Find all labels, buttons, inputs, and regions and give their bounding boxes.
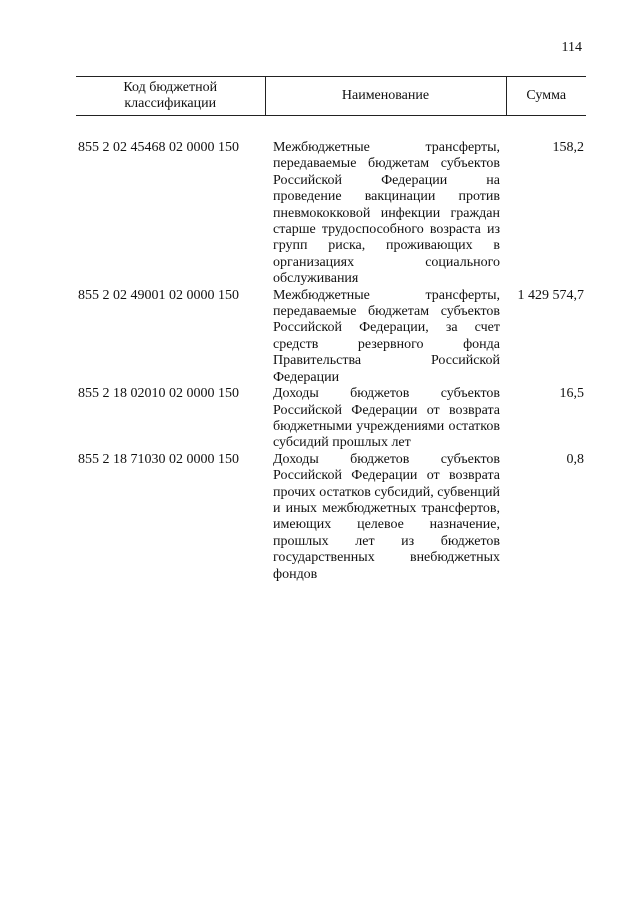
row-name: Доходы бюджетов субъектов Российской Федерации от возврата прочих остатков субсидий, субвенций и иных межбюджетных трансфертов, имеющих целевое назначение, прошлых лет из бюджетов государственных внебюджетных фондов [273, 451, 500, 582]
header-code: Код бюджетной классификации [76, 77, 265, 116]
header-spacer [76, 116, 586, 141]
page-number: 114 [561, 40, 582, 55]
header-name: Наименование [265, 77, 506, 116]
row-name: Межбюджетные трансферты, передаваемые бюджетам субъектов Российской Федерации на проведение вакцинации против пневмококковой инфекции граждан старше трудоспособного возраста из групп риска, проживающих в организациях социального обслуживания [273, 140, 500, 287]
table-row [76, 386, 586, 452]
table-row [76, 140, 586, 288]
table-row [76, 288, 586, 386]
row-sum: 1 429 574,7 [517, 287, 584, 303]
row-code: 855 2 02 49001 02 0000 150 [78, 287, 239, 303]
row-name: Межбюджетные трансферты, передаваемые бюджетам субъектов Российской Федерации, за счет средств резервного фонда Правительства Российской Федерации [273, 287, 500, 385]
table-row [76, 452, 586, 583]
row-sum: 0,8 [566, 451, 584, 467]
budget-table [76, 76, 586, 583]
row-code: 855 2 18 71030 02 0000 150 [78, 451, 239, 467]
row-code: 855 2 02 45468 02 0000 150 [78, 140, 239, 155]
row-sum: 158,2 [552, 140, 584, 155]
table-header-row [76, 77, 586, 116]
header-sum: Сумма [506, 77, 586, 116]
row-sum: 16,5 [559, 386, 584, 402]
row-code: 855 2 18 02010 02 0000 150 [78, 386, 239, 402]
row-name: Доходы бюджетов субъектов Российской Федерации от возврата бюджетными учреждениями остатков субсидий прошлых лет [273, 386, 500, 451]
